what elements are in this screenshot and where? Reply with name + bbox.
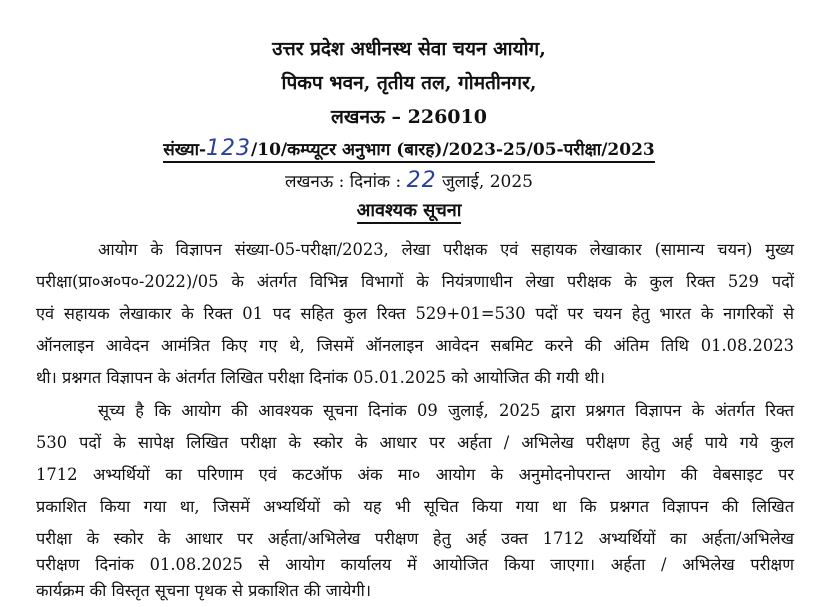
reference-underline [163,136,655,163]
paragraph1-line: एवं सहायक लेखाकार के रिक्त 01 पद सहित कुल रिक्त 529+01=530 पदों पर चयन हेतु भारत के नागरिकों से [36,304,794,323]
reference-suffix: /10/कम्प्यूटर अनुभाग (बारह)/2023-25/05-परीक्षा/2023 [251,140,655,160]
notice-title [0,198,818,224]
notice-title-text: आवश्यक सूचना [357,200,462,224]
paragraph2-line: परीक्षा के स्कोर के आधार पर अर्हता/अभिलेख परीक्षण हेतु अर्ह उक्त 1712 अभ्यर्थियों का अर्हता/अभिलेख [36,529,794,548]
paragraph1-line: थी। प्रश्नगत विज्ञापन के अंतर्गत लिखित परीक्षा दिनांक 05.01.2025 को आयोजित की गयी थी। [36,368,606,387]
reference-prefix: संख्या- [163,140,207,160]
paragraph2-line: 530 पदों के सापेक्ष लिखित परीक्षा के स्कोर के आधार पर अर्हता / अभिलेख परीक्षण हेतु अर्ह पाये गये कुल [36,433,794,452]
date-suffix: जुलाई, 2025 [442,172,533,192]
office-address: पिकप भवन, तृतीय तल, गोमतीनगर, [281,72,537,94]
issue-date [0,168,818,195]
paragraph2-line: प्रकाशित किया गया था, जिसमें अभ्यर्थियों को यह भी सूचित किया गया था कि प्रश्नगत विज्ञापन की लिखित [36,497,794,516]
paragraph1-line: परीक्षा(प्रा०अ०प०-2022)/05 के अंतर्गत विभिन्न विभागों के नियंत्रणाधीन लेखा परीक्षक के कुल रिक्त 529 पदों [36,272,794,291]
reference-handwritten-number: 123 [206,136,252,161]
office-city-pin: लखनऊ – 226010 [331,106,487,128]
paragraph1-line: ऑनलाइन आवेदन आमंत्रित किए गए थे, जिसमें ऑनलाइन आवेदन सबमिट करने की अंतिम तिथि 01.08.2023 [36,336,794,355]
office-name: उत्तर प्रदेश अधीनस्थ सेवा चयन आयोग, [272,38,546,60]
paragraph1-line: आयोग के विज्ञापन संख्या-05-परीक्षा/2023, लेखा परीक्षक एवं सहायक लेखाकार (सामान्य चयन) मुख्य [98,240,794,259]
paragraph2-line: सूच्य है कि आयोग की आवश्यक सूचना दिनांक 09 जुलाई, 2025 द्वारा प्रश्नगत विज्ञापन के अंतर्गत रिक्त [98,401,794,420]
paragraph2-line: कार्यक्रम की विस्तृत सूचना पृथक से प्रकाशित की जायेगी। [36,581,372,600]
date-prefix: लखनऊ : दिनांक : [285,172,402,192]
paragraph2-line: परीक्षण दिनांक 01.08.2025 से आयोग कार्यालय में आयोजित किया जाएगा। अर्हता / अभिलेख परीक्षण [36,555,794,574]
reference-number [0,136,818,163]
date-handwritten-day: 22 [406,168,437,193]
paragraph2-line: 1712 अभ्यर्थियों का परिणाम एवं कटऑफ अंक मा० आयोग के अनुमोदनोपरान्त आयोग की वेबसाइट पर [36,465,794,484]
